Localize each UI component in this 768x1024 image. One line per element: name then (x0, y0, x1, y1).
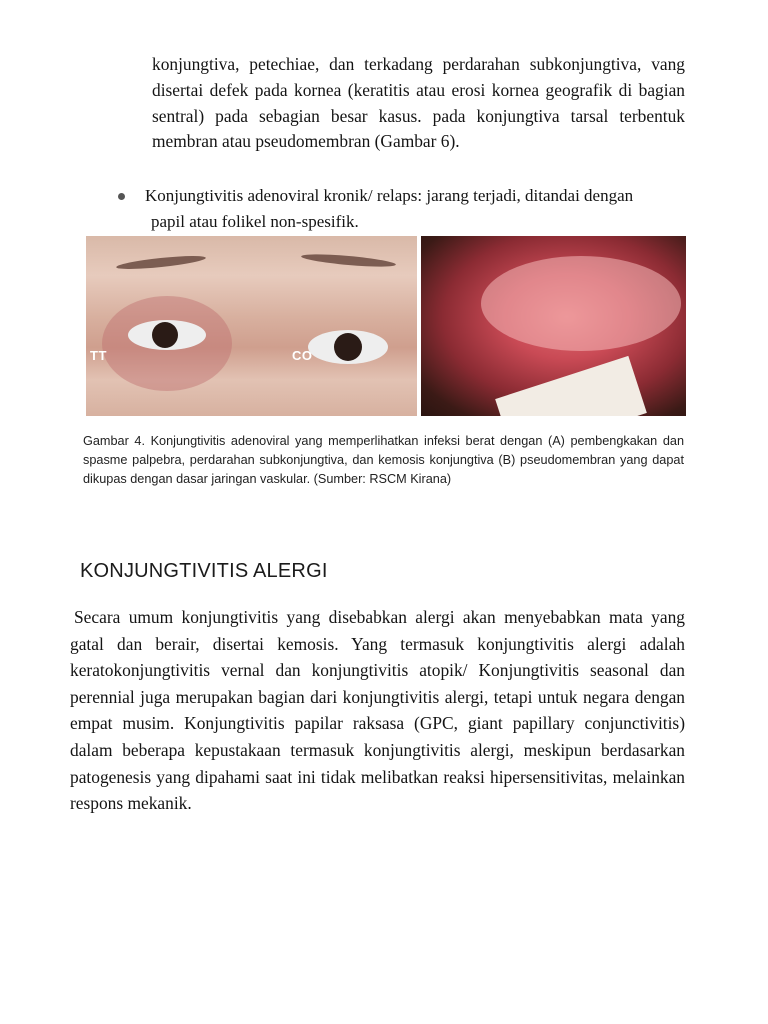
figure-caption: Gambar 4. Konjungtivitis adenoviral yang memperlihatkan infeksi berat dengan (A) pembengkakan dan spasme palpebra, perdarahan subkonjungtiva, dan kemosis konjungtiva (B) pseudomembran yang dapat dikupas dengan dasar jaringan vaskular. (Sumber: RSCM Kirana) (83, 434, 684, 487)
figure-photo-b-pseudomembrane (421, 236, 686, 416)
bullet-text (145, 183, 686, 235)
bullet-dot-icon (118, 193, 125, 200)
figure-label-co: CO (292, 348, 313, 363)
section-heading: KONJUNGTIVITIS ALERGI (80, 560, 328, 582)
eyebrow-left-shape (116, 253, 206, 271)
eye-left-shape (128, 320, 206, 350)
figure-photo-a-face (86, 236, 417, 416)
eye-right-shape (308, 330, 388, 364)
gauze-shape (495, 356, 647, 416)
figure-label-tt: TT (90, 348, 107, 363)
bullet-line-2: papil atau folikel non-spesifik. (151, 211, 359, 231)
section-paragraph: Secara umum konjungtivitis yang disebabkan alergi akan menyebabkan mata yang gatal dan berair, disertai kemosis. Yang termasuk konjungtivitis alergi adalah keratokonjungtivitis vernal dan konjungtivitis atopik/ Konjungtivitis seasonal dan perennial juga merupakan bagian dari konjungtivitis alergi, tetapi untuk negara dengan empat musim. Konjungtivitis papilar raksasa (GPC, giant papillary conjunctivitis) dalam beberapa kepustakaan termasuk konjungtivitis alergi, meskipun berdasarkan patogenesis yang dipahami saat ini tidak melibatkan reaksi hipersensitivitas, melainkan respons mekanik. (70, 607, 685, 814)
intro-paragraph: konjungtiva, petechiae, dan terkadang perdarahan subkonjungtiva, vang disertai defek pada kornea (keratitis atau erosi kornea geografik di bagian sentral) pada sebagian besar kasus. pada konjungtiva tarsal terbentuk membran atau pseudomembran (Gambar 6). (152, 54, 685, 152)
eyebrow-right-shape (301, 252, 396, 269)
bullet-line-1: Konjungtivitis adenoviral kronik/ relaps: jarang terjadi, ditandai dengan (145, 186, 634, 205)
figure-4 (86, 236, 686, 416)
pseudomembrane-shape (481, 256, 681, 351)
bullet-list-item (118, 183, 686, 235)
